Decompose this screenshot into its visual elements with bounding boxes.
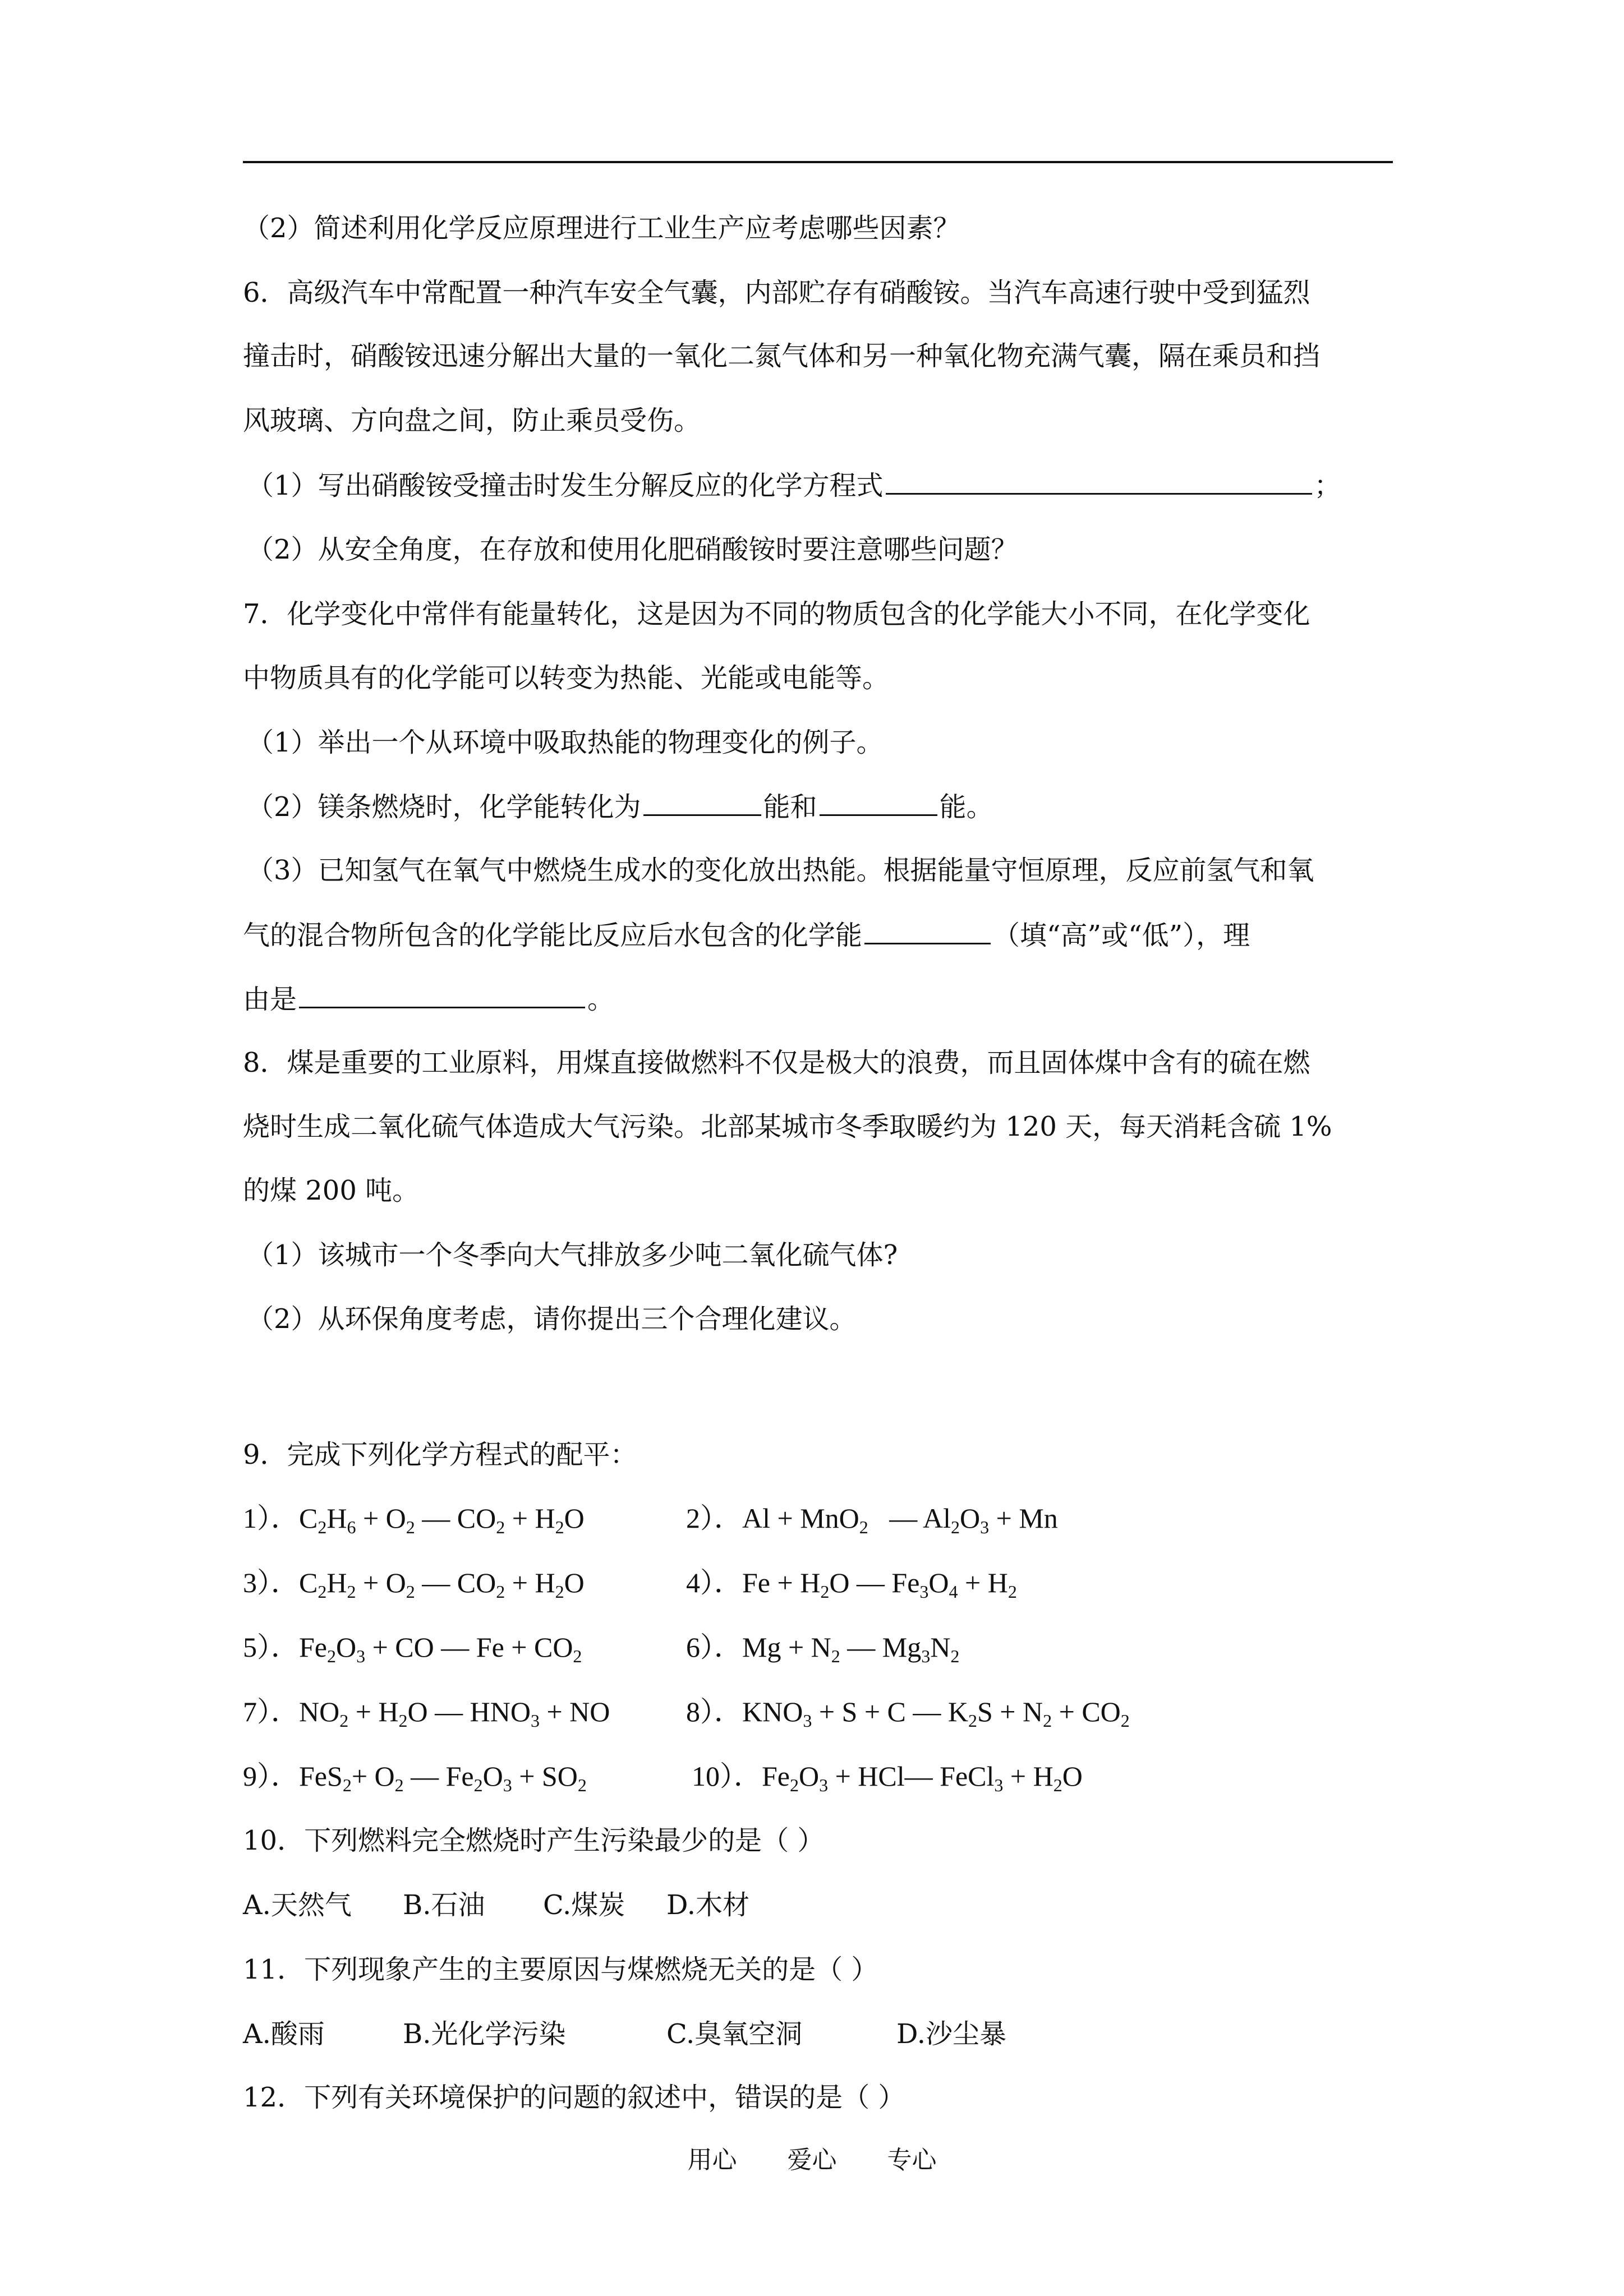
q7-part3-text: 气的混合物所包含的化学能比反应后水包含的化学能	[243, 920, 863, 951]
answer-blank[interactable]	[864, 917, 991, 944]
q6-line3: 风玻璃、方向盘之间，防止乘员受伤。	[243, 405, 701, 436]
equation-6: 6）．$Mg + N_2$ — $Mg_3N_2$	[686, 1631, 960, 1666]
equation-row-1	[243, 1500, 1410, 1536]
q9-title: 9．完成下列化学方程式的配平：	[243, 1439, 637, 1470]
equation-4: 4）．$Fe + H_2O$ — $Fe_3O_4 + H_2$	[686, 1567, 1017, 1602]
equation-row-4	[243, 1694, 1410, 1730]
q7-part2-end: 能。	[939, 791, 993, 823]
q7-part3-hint: （填“高”或“低”），理	[993, 920, 1250, 951]
equation-8: 8）．$KNO_3 + S + C$ — $K_2S + N_2 + CO_2$	[686, 1696, 1130, 1731]
equation-row-2	[243, 1565, 1410, 1601]
q6-part1-end: ；	[1314, 470, 1341, 501]
q8-part1: （1）该城市一个冬季向大气排放多少吨二氧化硫气体?	[247, 1239, 898, 1271]
equation-3: 3）．$C_2H_2 + O_2$ — $CO_2 + H_2O$	[243, 1567, 585, 1602]
q10-option-c[interactable]: C.煤炭	[543, 1889, 625, 1921]
q11-option-c[interactable]: C.臭氧空洞	[666, 2018, 803, 2050]
q7-part3-end: 。	[587, 984, 615, 1015]
q11-option-d[interactable]: D.沙尘暴	[896, 2018, 1007, 2050]
answer-blank[interactable]	[299, 981, 585, 1008]
equation-7: 7）．$NO_2 + H_2O$ — $HNO_3$ + NO	[243, 1696, 610, 1731]
q10-option-b[interactable]: B.石油	[403, 1889, 485, 1921]
q7-part1: （1）举出一个从环境中吸取热能的物理变化的例子。	[247, 727, 884, 758]
q7-part3-line3	[243, 981, 1410, 1017]
q7-part3-reason: 由是	[243, 984, 297, 1015]
q6-line2: 撞击时，硝酸铵迅速分解出大量的一氧化二氮气体和另一种氧化物充满气囊，隔在乘员和挡	[243, 340, 1321, 372]
q5-part2: （2）简述利用化学反应原理进行工业生产应考虑哪些因素？	[243, 213, 960, 244]
equation-2: 2）．Al + MnO$_2$ — $Al_2O_3 + Mn$	[686, 1502, 1058, 1537]
q10-option-d[interactable]: D.木材	[666, 1889, 750, 1921]
q11-option-b[interactable]: B.光化学污染	[403, 2018, 566, 2050]
header-rule	[243, 161, 1393, 163]
q7-line2: 中物质具有的化学能可以转变为热能、光能或电能等。	[243, 662, 890, 694]
q8-line3: 的煤 200 吨。	[243, 1175, 420, 1206]
q6-part1	[247, 467, 1414, 504]
q7-line1: 7．化学变化中常伴有能量转化，这是因为不同的物质包含的化学能大小不同，在化学变化	[243, 598, 1310, 630]
q6-line1: 6．高级汽车中常配置一种汽车安全气囊，内部贮存有硝酸铵。当汽车高速行驶中受到猛烈	[243, 277, 1310, 308]
page-footer	[0, 2143, 1624, 2177]
q7-part3-line2	[243, 917, 1410, 953]
footer-word-3: 专心	[887, 2146, 937, 2174]
q11-option-a[interactable]: A.酸雨	[243, 2018, 325, 2050]
q11-stem: 11．下列现象产生的主要原因与煤燃烧无关的是（ ）	[243, 1954, 878, 1985]
footer-word-1: 用心	[687, 2146, 737, 2174]
q7-part2	[247, 789, 1414, 825]
answer-blank[interactable]	[820, 789, 937, 816]
answer-blank[interactable]	[886, 467, 1312, 495]
q7-part2-text: （2）镁条燃烧时，化学能转化为	[247, 791, 641, 823]
q8-part2: （2）从环保角度考虑，请你提出三个合理化建议。	[247, 1303, 857, 1335]
equation-5: 5）．$Fe_2O_3$ + CO — $Fe + CO_2$	[243, 1631, 582, 1666]
equation-row-3	[243, 1629, 1410, 1665]
q6-part2: （2）从安全角度，在存放和使用化肥硝酸铵时要注意哪些问题？	[247, 534, 1018, 565]
q8-line1: 8．煤是重要的工业原料，用煤直接做燃料不仅是极大的浪费，而且固体煤中含有的硫在燃	[243, 1047, 1310, 1078]
q8-line2: 烧时生成二氧化硫气体造成大气污染。北部某城市冬季取暖约为 120 天，每天消耗含硫 1%	[243, 1111, 1332, 1142]
q10-option-a[interactable]: A.天然气	[243, 1889, 352, 1921]
equation-1: 1）．$C_2H_6 + O_2$ — $CO_2 + H_2O$	[243, 1502, 585, 1537]
answer-blank[interactable]	[643, 789, 761, 816]
footer-word-2: 爱心	[787, 2146, 837, 2174]
q7-part2-mid: 能和	[763, 791, 817, 823]
q6-part1-text: （1）写出硝酸铵受撞击时发生分解反应的化学方程式	[247, 470, 884, 501]
equation-9: 9）．$FeS_2+ O_2$ — $Fe_2O_3 + SO_2$	[243, 1760, 587, 1795]
equation-row-5	[243, 1758, 1410, 1794]
equation-10: 10）．$Fe_2O_3$ + HCl— FeCl$_3$ + $H_2O$	[692, 1760, 1083, 1795]
q7-part3-line1: （3）已知氢气在氧气中燃烧生成水的变化放出热能。根据能量守恒原理，反应前氢气和氧	[247, 855, 1314, 886]
q10-stem: 10．下列燃料完全燃烧时产生污染最少的是（ ）	[243, 1825, 825, 1856]
q12-stem: 12．下列有关环境保护的问题的叙述中，错误的是（ ）	[243, 2082, 905, 2113]
